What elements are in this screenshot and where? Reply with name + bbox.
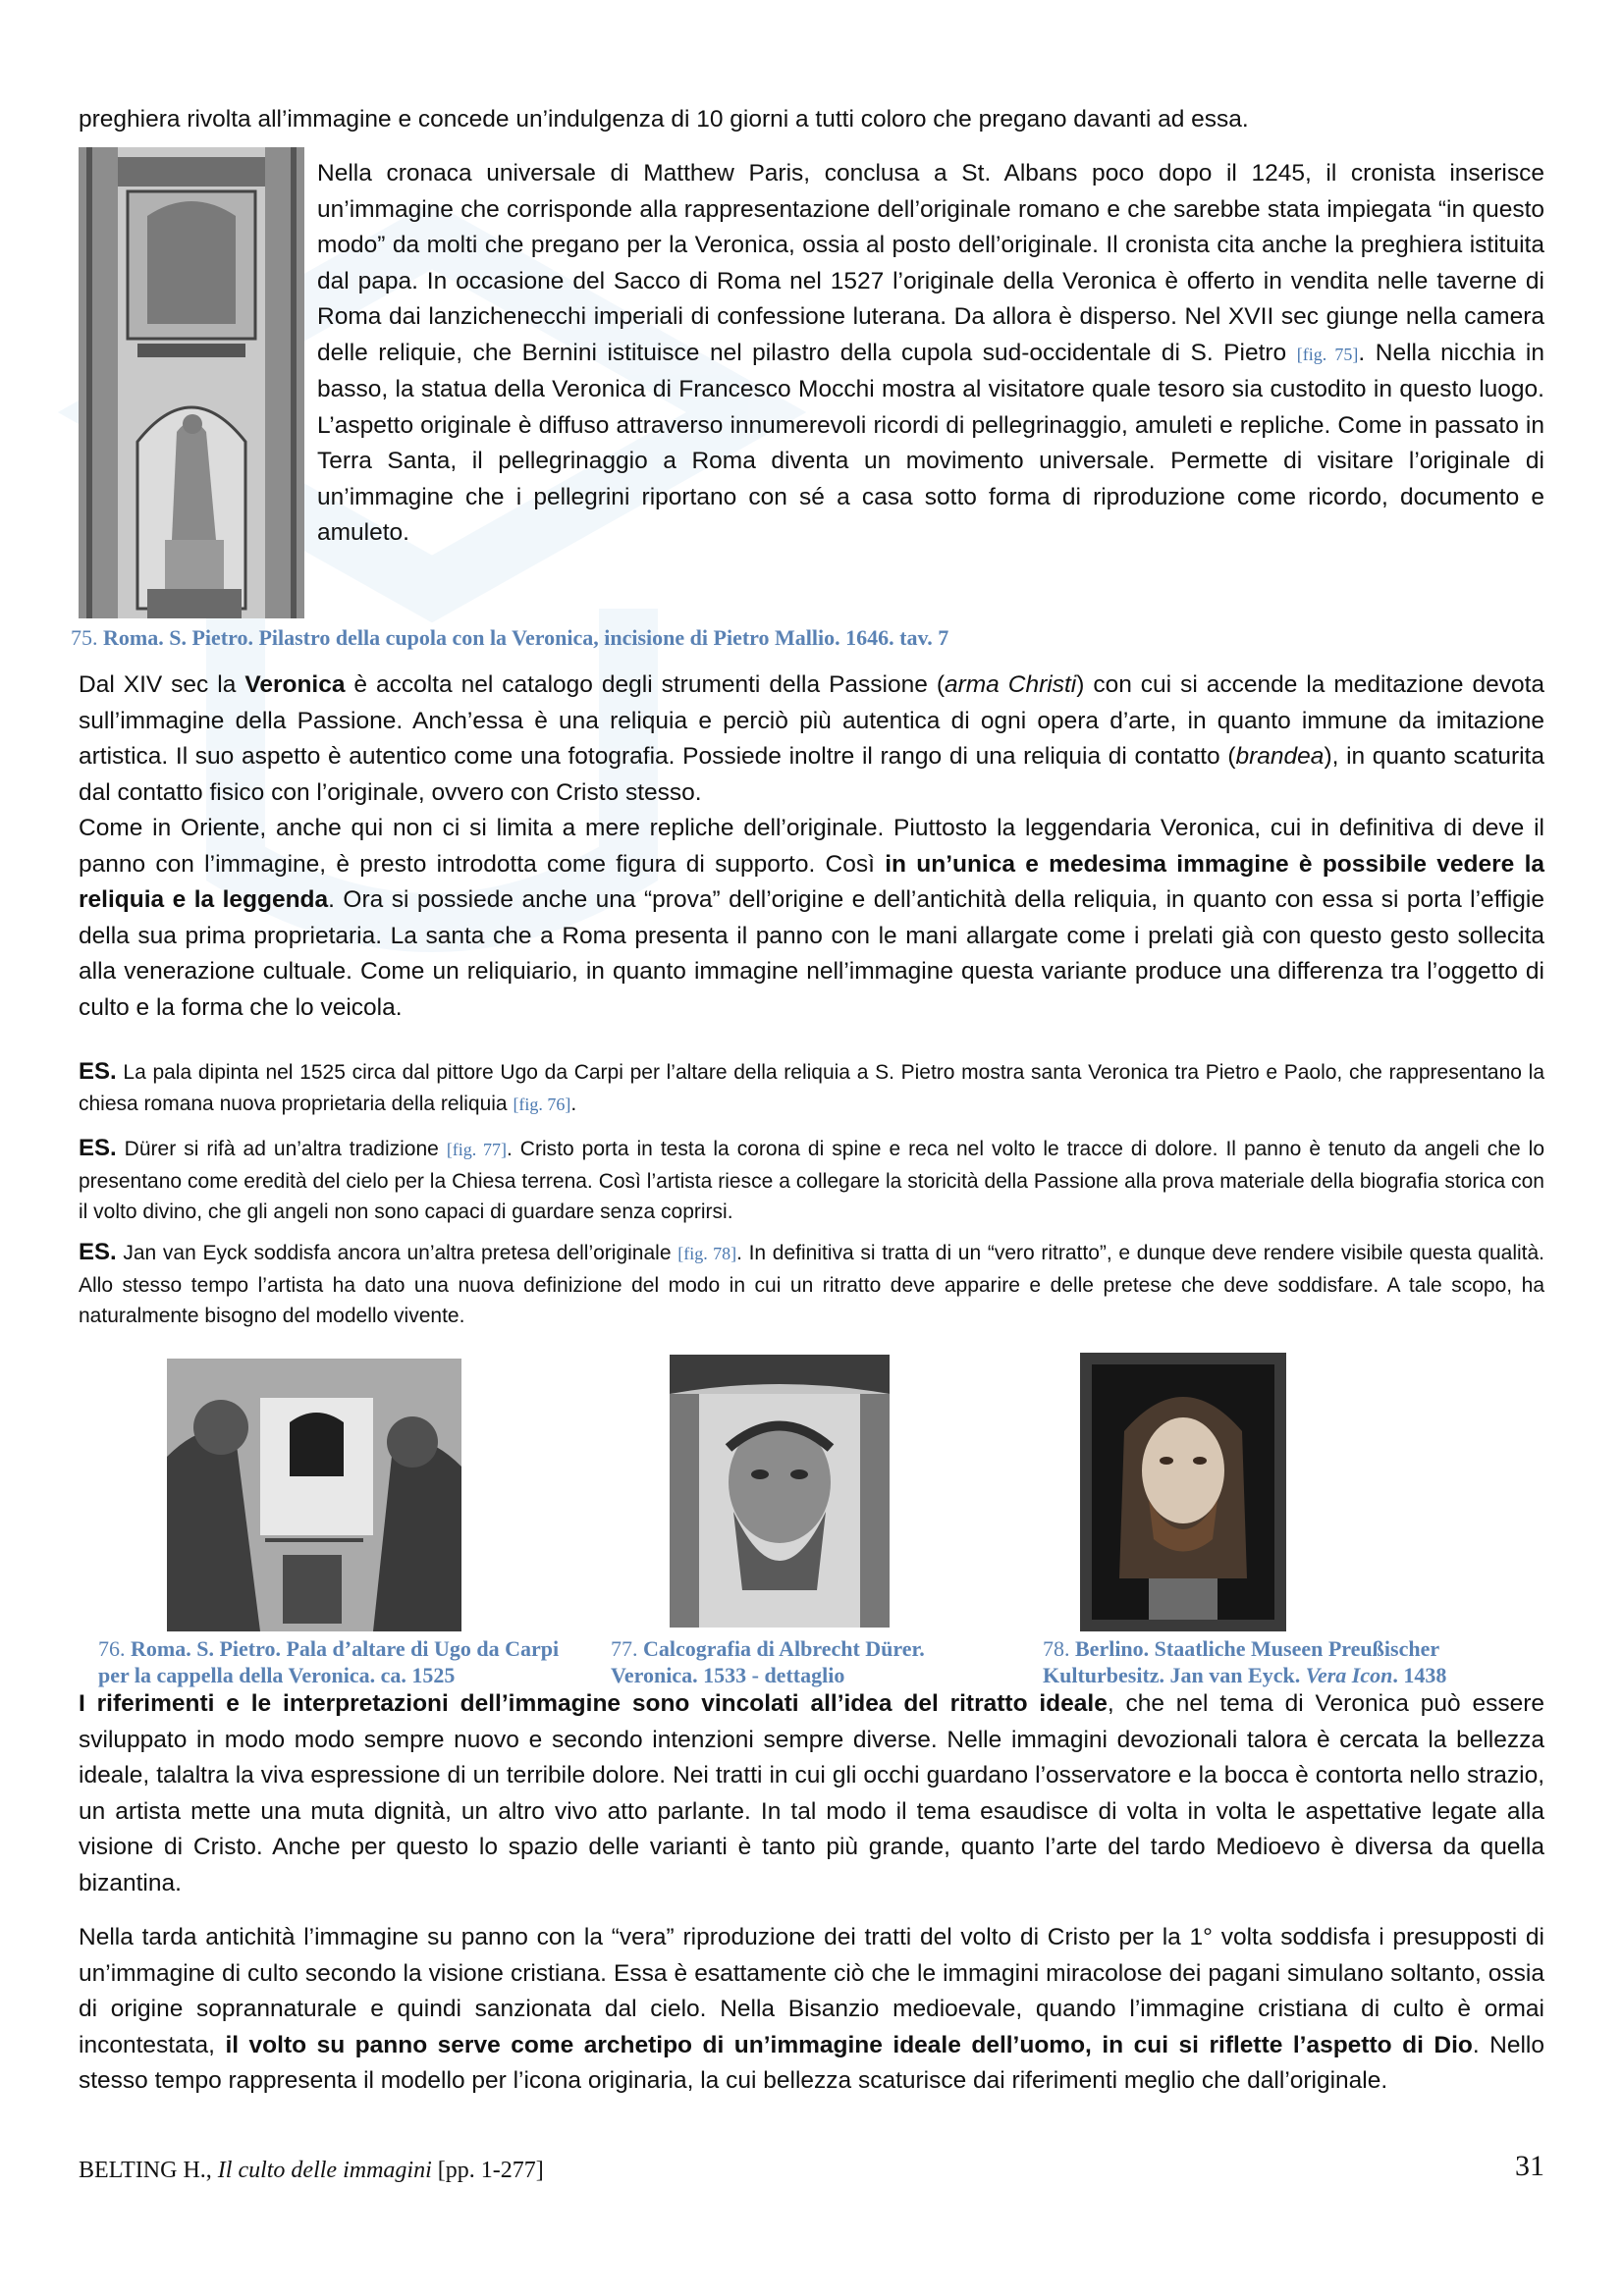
caption-fig-78	[1043, 1635, 1553, 1688]
caption-number: 78.	[1043, 1636, 1070, 1661]
example-2	[79, 1133, 1544, 1228]
caption-text-end: . 1438	[1392, 1663, 1447, 1687]
text: La pala dipinta nel 1525 circa dal pittore Ugo da Carpi per l’altare della reliquia a S. Pietro mostra santa Veronica tra Pietro e Paolo, che rappresentano la chiesa romana nuova proprietaria della reliquia	[79, 1061, 1544, 1115]
caption-text: Calcografia di Albrecht Dürer. Veronica. 1533 - dettaglio	[611, 1636, 925, 1687]
es-label: ES.	[79, 1239, 117, 1265]
es-label: ES.	[79, 1058, 117, 1085]
figure-76-altarpiece	[167, 1359, 461, 1631]
fig-75-ref[interactable]: [fig. 75]	[1296, 344, 1359, 364]
footer-title: Il culto delle immagini	[217, 2158, 432, 2183]
paragraph-matthew-paris	[317, 156, 1544, 552]
text-bold: il volto su panno serve come archetipo di un’immagine ideale dell’uomo, in cui si riflette l’aspetto di Dio	[225, 2031, 1473, 2058]
figure-78-vera-icon	[1080, 1353, 1286, 1631]
caption-number: 76.	[98, 1636, 126, 1661]
fig-78-ref[interactable]: [fig. 78]	[677, 1244, 737, 1263]
text-bold: Veronica	[244, 671, 346, 698]
example-1	[79, 1056, 1544, 1120]
caption-text: Roma. S. Pietro. Pala d’altare di Ugo da Carpi per la cappella della Veronica. ca. 1525	[98, 1636, 560, 1687]
text: . Nella nicchia in basso, la statua della Veronica di Francesco Mocchi mostra al visitatore quale tesoro sia custodito in questo luogo. L’aspetto originale è diffuso attraverso innumerevoli ricordi di pellegrinaggio, amuleti e repliche. Come in passato in Terra Santa, il pellegrinaggio a Roma diventa un movimento universale. Permette di visitare l’originale di un’immagine che i pellegrini riportano con sé a casa sotto forma di riproduzione come ricordo, documento e amuleto.	[317, 339, 1544, 546]
caption-fig-77	[611, 1635, 1013, 1688]
caption-text: Berlino. Staatliche Museen Preußischer Kulturbesitz. Jan van Eyck.	[1043, 1636, 1439, 1687]
figure-75-engraving	[79, 147, 304, 618]
text: è accolta nel catalogo degli strumenti della Passione (	[345, 671, 945, 698]
text: . Cristo porta in testa la corona di spine e reca nel volto le tracce di dolore. Il panno è tenuto da angeli che lo presentano come eredità del cielo per la Chiesa terrena. Così l’artista riesce a collegare la storicità della Passione alla prova materiale della biografia storica con il volto divino, che gli angeli non sono capaci di guardare senza coprirsi.	[79, 1138, 1545, 1223]
es-label: ES.	[79, 1135, 117, 1161]
page-number: 31	[1515, 2150, 1544, 2182]
caption-fig-76	[98, 1635, 589, 1688]
text: . Ora si possiede anche una “prova” dell’origine e dell’antichità della reliquia, in quanto con essa si porta l’effigie della sua prima proprietaria. La santa che a Roma presenta il panno con le mani allargate come i prelati già con questo gesto sollecita alla venerazione cultuale. Come un reliquiario, in quanto immagine nell’immagine questa variante produce una differenza tra l’oggetto di culto e la forma che lo veicola.	[79, 886, 1544, 1021]
text: Nella cronaca universale di Matthew Paris, conclusa a St. Albans poco dopo il 1245, il cronista inserisce un’immagine che corrisponde alla rappresentazione dell’originale romano e che sarebbe stata impiegata “in questo modo” da molti che pregano per la Veronica, ossia al posto dell’originale. Il cronista cita anche la preghiera istituita dal papa. In occasione del Sacco di Roma nel 1527 l’originale della Veronica è offerto in vendita nelle taverne di Roma dai lanzichenecchi imperiali di confessione luterana. Da allora è disperso. Nel XVII sec giunge nella camera delle reliquie, che Bernini istituisce nel pilastro della cupola sud-occidentale di S. Pietro	[317, 160, 1544, 366]
text: ), in quanto scaturita dal contatto fisico con l’originale, ovvero con Cristo stesso.	[79, 743, 1544, 806]
paragraph-intro	[79, 102, 1544, 138]
footer-citation	[79, 2158, 544, 2184]
footer-author: BELTING H.,	[79, 2158, 218, 2183]
text: Dal XIV sec la	[79, 671, 245, 698]
caption-fig-75	[71, 624, 1543, 651]
text-bold: I riferimenti e le interpretazioni dell’immagine sono vincolati all’idea del ritratto ideale	[79, 1690, 1108, 1717]
text: . In definitiva si tratta di un “vero ritratto”, e dunque deve rendere visibile questa qualità. Allo stesso tempo l’artista ha dato una nuova definizione del modo in cui un ritratto deve apparire e delle pretese che deve soddisfare. A tale scopo, ha naturalmente bisogno del modello vivente.	[79, 1242, 1545, 1327]
text: . Nello stesso tempo rappresenta il modello per l’icona originaria, la cui bellezza scaturisce dai riferimenti meglio che dall’originale.	[79, 2031, 1544, 2094]
paragraph-come-in-oriente	[79, 811, 1544, 1026]
text: Come in Oriente, anche qui non ci si limita a mere repliche dell’originale. Piuttosto la leggendaria Veronica, cui in definitiva di deve il panno con l’immagine, è presto introdotta come figura di supporto. Così	[79, 815, 1544, 878]
text: .	[570, 1092, 577, 1115]
caption-number: 75.	[71, 625, 98, 650]
durer-engraving-illustration	[670, 1355, 890, 1628]
paragraph-tarda-antichita	[79, 1920, 1544, 2100]
text-bold: in un’unica e medesima immagine è possibile vedere la reliquia e la leggenda	[79, 850, 1545, 913]
engraving-illustration	[79, 147, 304, 618]
text: Jan van Eyck soddisfa ancora un’altra pretesa dell’originale	[116, 1242, 678, 1264]
caption-number: 77.	[611, 1636, 638, 1661]
text-italic: arma Christi	[944, 671, 1077, 698]
paragraph-riferimenti	[79, 1686, 1544, 1901]
text-italic: brandea	[1235, 743, 1325, 770]
altarpiece-illustration	[167, 1359, 461, 1631]
caption-italic: Vera Icon	[1305, 1663, 1393, 1687]
vera-icon-illustration	[1080, 1353, 1286, 1631]
fig-77-ref[interactable]: [fig. 77]	[446, 1140, 507, 1159]
paragraph-dal-xiv	[79, 667, 1544, 811]
fig-76-ref[interactable]: [fig. 76]	[513, 1094, 571, 1114]
figure-77-durer	[670, 1355, 890, 1628]
text: preghiera rivolta all’immagine e concede un’indulgenza di 10 giorni a tutti coloro che pregano davanti ad essa.	[79, 106, 1249, 133]
example-3	[79, 1237, 1544, 1332]
text: ) con cui si accende la meditazione devota sull’immagine della Passione. Anch’essa è una reliquia e perciò più autentica di ogni opera d’arte, in quanto immune da imitazione artistica. Il suo aspetto è autentico come una fotografia. Possiede inoltre il rango di una reliquia di contatto (	[79, 671, 1545, 770]
text: , che nel tema di Veronica può essere sviluppato in modo modo sempre nuovo e secondo intenzioni sempre diverse. Nelle immagini devozionali talora è cercata la bellezza ideale, talaltra la viva espressione di un terribile dolore. Nei tratti in cui gli occhi guardano l’osservatore e la bocca è contorta nello strazio, un artista mette una muta dignità, un altro vivo atto parlante. In tal modo il tema esaudisce di volta in volta le aspettative legate alla visione di Cristo. Anche per questo lo spazio delle varianti è tanto più grande, quanto l’arte del tardo Medioevo è diversa da quella bizantina.	[79, 1690, 1544, 1896]
text: Nella tarda antichità l’immagine su panno con la “vera” riproduzione dei tratti del volto di Cristo per la 1° volta soddisfa i presupposti di un’immagine di culto secondo la visione cristiana. Essa è esattamente ciò che le immagini miracolose dei pagani simulano soltanto, ossia di origine soprannaturale e quindi sanzionata dal cielo. Nella Bisanzio medioevale, quando l’immagine cristiana di culto è ormai incontestata,	[79, 1924, 1544, 2058]
caption-text: Roma. S. Pietro. Pilastro della cupola con la Veronica, incisione di Pietro Mallio. 1646. tav. 7	[97, 625, 949, 650]
text: Dürer si rifà ad un’altra tradizione	[116, 1138, 447, 1160]
footer-pages: [pp. 1-277]	[431, 2158, 544, 2183]
